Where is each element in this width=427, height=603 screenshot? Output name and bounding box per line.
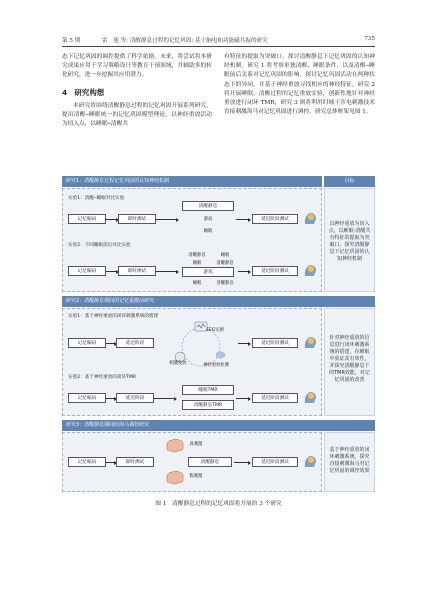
sleep-tmr-box: 睡眠TMR: [182, 385, 234, 395]
head-brain-icon: [302, 262, 318, 278]
encode-box: 记忆编码: [68, 393, 106, 403]
section-heading: 4 研究构想: [62, 87, 105, 97]
awake-rest-label: 清醒静息: [188, 253, 206, 258]
running-title: 雷 旭 等: 清醒静息过程的记忆巩固: 基于脑电和功能磁共振的研究: [102, 38, 268, 44]
sleep-label: 睡眠: [203, 229, 213, 234]
delay-stage-box: 延迟阶段: [116, 393, 154, 403]
immediate-test-box: 即时测试: [118, 266, 156, 276]
delayed-test-box: 延迟阶段测试: [252, 266, 298, 276]
game-box: 游戏: [182, 267, 234, 277]
immediate-test-box: 即时测试: [118, 214, 156, 224]
text-column-right: [224, 53, 375, 117]
delayed-test-box: 延迟阶段测试: [252, 214, 298, 224]
awake-rest-label: 清醒静息: [216, 261, 234, 266]
eeg-label: EEG实测: [206, 328, 224, 333]
encode-box: 记忆编码: [68, 214, 106, 224]
flow-arrow: [106, 343, 116, 344]
flow-arrow: [238, 271, 250, 272]
encode-box: 记忆编码: [68, 457, 106, 467]
true-stim-label: 真刺激: [189, 442, 203, 447]
replay-detect-label: 神经重放检测: [203, 363, 229, 368]
paragraph: 有特征的提取为突破口，探讨清醒静息下记忆巩固的认知神经机制。研究 1 将考察单独清醒、睡眠条件，以及清醒─睡眠前后关系对记忆巩固的影响，探讨记忆巩固活动在两种状态下的异同，并基于神经重放寻找相应的神经特征，研究 2 将开展睡眠、清醒过程的记忆重放实验，创新性地针对神经重放进行闭环 TMR，研究 3 则将利用时域干涉电刺激技术直接刺激海马对记忆巩固进行调控。研究总体框架见图 1。: [224, 54, 375, 116]
brain-true-stim-icon: [164, 438, 186, 454]
sleep-label: 睡眠: [220, 253, 230, 258]
delay-stage-box: 延迟阶段: [116, 338, 154, 348]
flow-arrow: [236, 219, 250, 220]
stim-label: 刺激发放: [169, 361, 187, 366]
flow-arrow: [156, 271, 178, 272]
sleep-label: 睡眠: [192, 261, 202, 266]
study2-exp1-label: 实验1：基于神经重放的闭环刺激系统的搭建: [68, 314, 159, 319]
paragraph: 态下记忆巩固的调控提供了科学依据。未来，将尝试将本研究成果应用于学习策略设计等教育干预领域，并辅助多的转化研究，进一步挖掘其应用潜力。: [62, 54, 212, 79]
head-brain-icon: [302, 334, 318, 350]
research-framework-figure: [62, 176, 375, 494]
flow-arrow: [156, 219, 178, 220]
study3-title-band: 研究3：清醒静息期间的海马调控研究: [62, 420, 375, 431]
study2-exp2-label: 实验2：基于神经重放的闭环TMR: [68, 375, 137, 380]
study1-exp1-label: 实验1：清醒─睡眠对比实验: [68, 196, 125, 201]
paragraph: 本研究将围绕清醒静息过程的记忆巩固开展系列研究，提出清醒─睡眠统一的记忆巩固模型理论，以神经重放活动为切入点，以睡眠─清醒共: [62, 102, 212, 128]
awake-rest-label: 清醒静息: [216, 281, 234, 286]
flow-arrow: [106, 219, 118, 220]
head-brain-icon: [302, 389, 318, 405]
head-brain-icon: [302, 453, 318, 469]
figure-caption: 图 1 清醒静息过程的记忆巩固将开展的 3 个研究: [155, 501, 282, 507]
issue-number: 第 5 期: [62, 38, 81, 44]
target-title-band: 目标: [324, 176, 375, 187]
delayed-test-box: 延迟阶段测试: [252, 393, 298, 403]
rest-tmr-box: 清醒静息TMR: [182, 400, 234, 410]
study2-target: 针对神经重放的信息进行闭环刺激系统的搭建，在睡眠中验证其有效性，并探究清醒静息下的TMR效能，对记忆巩固的改善: [324, 308, 375, 416]
study2-title-band: 研究2：清醒静息期间的记忆重激活研究: [62, 296, 375, 307]
flow-arrow: [238, 343, 250, 344]
flow-arrow: [106, 271, 118, 272]
encode-box: 记忆编码: [68, 266, 106, 276]
encode-box: 记忆编码: [68, 338, 106, 348]
flow-arrow: [234, 462, 250, 463]
study3-target: 基于神经重放的闭环刺激系统，探究直接刺激海马对记忆巩固的调控效果: [324, 432, 375, 492]
study1-target: 以神经重放为切入点，以睡眠-清醒共有特征的提取为突破口，探究清醒静息下记忆巩固的认知神经机制: [324, 188, 375, 292]
study1-exp2-label: 实验2：不同睡眠前后对比实验: [68, 243, 131, 248]
immediate-test-box: 即时测试: [116, 457, 154, 467]
delayed-test-box: 延迟阶段测试: [252, 457, 298, 467]
awake-rest-box: 清醒静息: [188, 457, 232, 467]
flow-arrow: [236, 398, 250, 399]
sleep-label: 睡眠: [192, 281, 202, 286]
head-brain-icon: [302, 210, 318, 226]
header-rule: [62, 46, 375, 47]
delayed-test-box: 延迟阶段测试: [252, 338, 298, 348]
flow-arrow: [106, 462, 116, 463]
flow-arrow: [106, 398, 116, 399]
flow-arrow: [154, 398, 176, 399]
game-label: 游戏: [203, 217, 213, 222]
study1-title-band: 研究1：清醒静息过程记忆巩固的认知神经机制: [62, 176, 322, 187]
sham-stim-label: 假刺激: [189, 474, 203, 479]
text-column-left: [62, 53, 212, 129]
page-number: 735: [364, 36, 375, 42]
awake-rest-box: 清醒静息: [182, 201, 234, 211]
brain-sham-stim-icon: [164, 470, 186, 486]
